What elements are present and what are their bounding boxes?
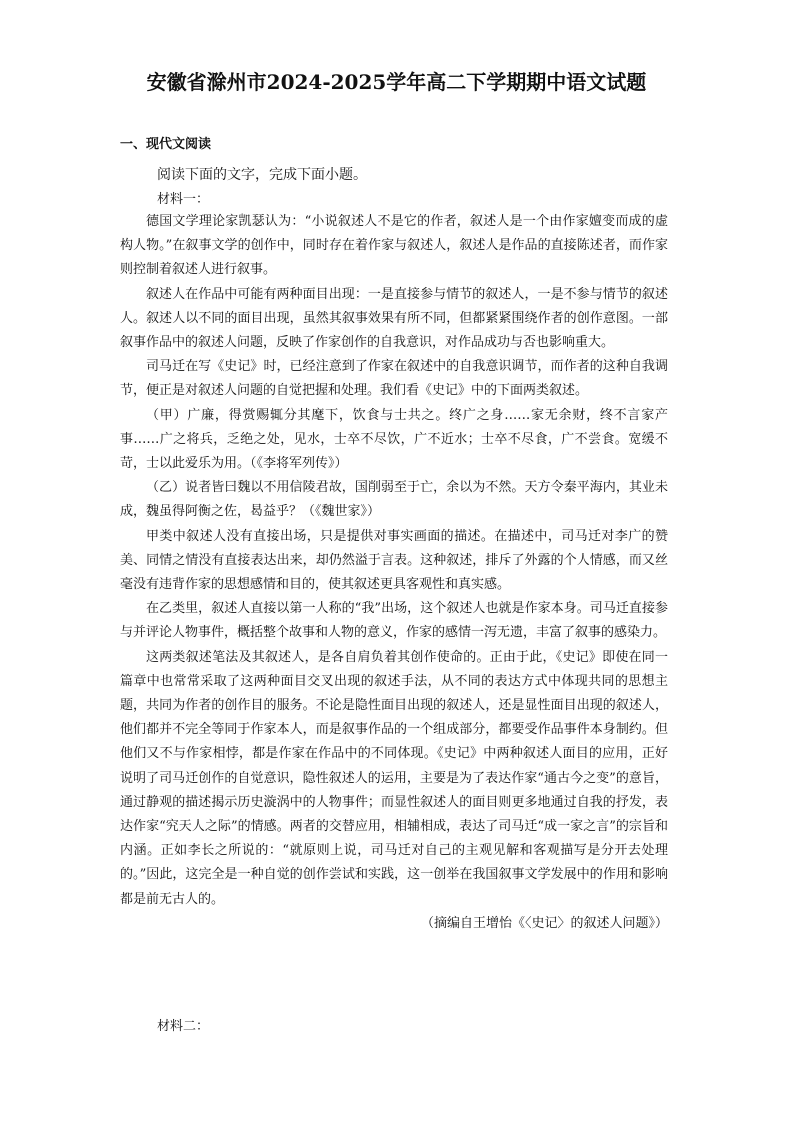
paragraph: 司马迁在写《史记》时，已经注意到了作家在叙述中的自我意识调节，而作者的这种自我调节，便正是对叙述人问题的自觉把握和处理。我们看《史记》中的下面两类叙述。 [120, 359, 668, 399]
paragraph: 甲类中叙述人没有直接出场，只是提供对事实画面的描述。在描述中，司马迁对李广的赞美、同情之情没有直接表达出来，却仍然溢于言表。这种叙述，排斥了外露的个人情感，而又丝毫没有违背作家的思想感情和目的，使其叙述更具客观性和真实感。 [120, 528, 668, 593]
reading-instruction: 阅读下面的文字，完成下面小题。 [157, 167, 367, 183]
paragraph: 在乙类里，叙述人直接以第一人称的“我”出场，这个叙述人也就是作家本身。司马迁直接参与并评论人物事件，概括整个故事和人物的意义，作家的感情一泻无遗，丰富了叙事的感染力。 [120, 601, 668, 641]
material-two-label: 材料二： [157, 1019, 210, 1034]
paragraph: 这两类叙述笔法及其叙述人，是各自肩负着其创作使命的。正由于此，《史记》即使在同一篇章中也常常采取了这两种面目交叉出现的叙述手法，从不同的表达方式中体现共同的思想主题，共同为作者的创作目的服务。不论是隐性面目出现的叙述人，还是显性面目出现的叙述人，他们都并不完全等同于作家本人，而是叙事作品的一个组成部分，都要受作品事件本身制约。但他们又不与作家相悖，都是作家在作品中的不同体现。《史记》中两种叙述人面目的应用，正好说明了司马迁创作的自觉意识，隐性叙述人的运用，主要是为了表达作家“通古今之变”的意旨，通过静观的描述揭示历史漩涡中的人物事件；而显性叙述人的面目则更多地通过自我的抒发，表达作家“究天人之际”的情感。两者的交替应用，相辅相成，表达了司马迁“成一家之言”的宗旨和内涵。正如李长之所说的：“就原则上说，司马迁对自己的主观见解和客观描写是分开去处理的。”因此，这完全是一种自觉的创作尝试和实践，这一创举在我国叙事文学发展中的作用和影响都是前无古人的。 [120, 649, 668, 907]
source-citation: （摘编自王增怡《〈史记〉的叙述人问题》） [420, 915, 668, 931]
document-title: 安徽省滁州市2024-2025学年高二下学期期中语文试题 [146, 70, 647, 94]
material-one-body [120, 210, 668, 936]
paragraph: 德国文学理论家凯瑟认为：“小说叙述人不是它的作者，叙述人是一个由作家嬗变而成的虚构人物。”在叙事文学的创作中，同时存在着作家与叙述人，叙述人是作品的直接陈述者，而作家则控制着叙述人进行叙事。 [120, 214, 668, 278]
section-heading: 一、现代文阅读 [120, 137, 212, 152]
paragraph: 叙述人在作品中可能有两种面目出现：一是直接参与情节的叙述人，一是不参与情节的叙述人。叙述人以不同的面目出现，虽然其叙事效果有所不同，但都紧紧围绕作者的创作意图。一部叙事作品中的叙述人问题，反映了作家创作的自我意识，对作品成功与否也影响重大。 [120, 286, 668, 351]
material-one-label: 材料一： [157, 192, 210, 207]
quoted-excerpt: （乙）说者皆曰魏以不用信陵君故，国削弱至于亡，余以为不然。天方令秦平海内，其业未成，魏虽得阿衡之佐，曷益乎？（《魏世家》） [120, 480, 668, 520]
quoted-excerpt: （甲）广廉，得赏赐辄分其麾下，饮食与士共之。终广之身……家无余财，终不言家产事……广之将兵，乏绝之处，见水，士卒不尽饮，广不近水；士卒不尽食，广不尝食。宽缓不苛，士以此爱乐为用。（《李将军列传》） [120, 407, 668, 472]
